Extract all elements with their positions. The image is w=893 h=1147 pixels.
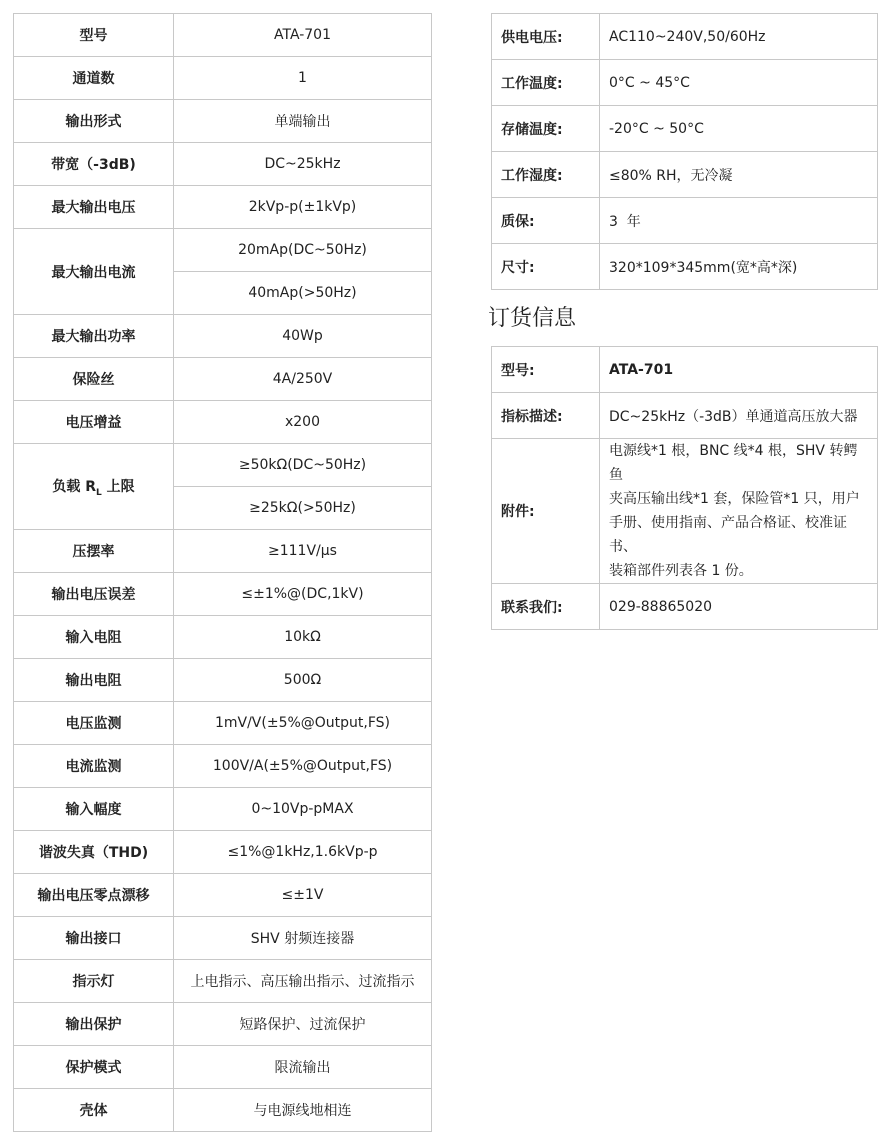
spec-label: 最大输出电压	[14, 186, 174, 229]
spec-label: 输入电阻	[14, 616, 174, 659]
order-info-table	[491, 346, 878, 630]
table-row	[492, 393, 878, 439]
table-row	[14, 14, 432, 57]
table-row	[492, 14, 878, 60]
table-row	[492, 198, 878, 244]
table-row	[14, 745, 432, 788]
table-row	[14, 401, 432, 444]
spec-label: 指示灯	[14, 960, 174, 1003]
order-info-heading: 订货信息	[488, 306, 577, 331]
spec-label: 最大输出功率	[14, 315, 174, 358]
power-env-table	[491, 13, 878, 290]
spec-label: 通道数	[14, 57, 174, 100]
table-row	[14, 917, 432, 960]
spec-value: 40mAp(>50Hz)	[174, 272, 432, 315]
order-label: 联系我们:	[492, 584, 600, 630]
power-value: 320*109*345mm(宽*高*深)	[600, 244, 878, 290]
table-row	[14, 960, 432, 1003]
spec-value: ≥50kΩ(DC~50Hz)	[174, 444, 432, 487]
order-label: 指标描述:	[492, 393, 600, 439]
table-row	[14, 530, 432, 573]
spec-label: 壳体	[14, 1089, 174, 1132]
accessories-line: 装箱部件列表各 1 份。	[609, 563, 753, 579]
spec-label: 电流监测	[14, 745, 174, 788]
order-value-accessories	[600, 439, 878, 584]
spec-label: 输出电阻	[14, 659, 174, 702]
spec-value: ≥111V/μs	[174, 530, 432, 573]
order-value-description: DC~25kHz（-3dB）单通道高压放大器	[600, 393, 878, 439]
spec-label: 最大输出电流	[14, 229, 174, 315]
table-row	[492, 244, 878, 290]
order-info-table-body	[492, 347, 878, 630]
spec-value: 2kVp-p(±1kVp)	[174, 186, 432, 229]
table-row	[14, 100, 432, 143]
table-row	[14, 788, 432, 831]
power-value: AC110~240V,50/60Hz	[600, 14, 878, 60]
order-value-model: ATA-701	[600, 347, 878, 393]
power-value: 3 年	[600, 198, 878, 244]
spec-label: 输出电压零点漂移	[14, 874, 174, 917]
spec-value: 1mV/V(±5%@Output,FS)	[174, 702, 432, 745]
table-row	[14, 186, 432, 229]
spec-label: 输入幅度	[14, 788, 174, 831]
spec-value: 100V/A(±5%@Output,FS)	[174, 745, 432, 788]
spec-value: 单端输出	[174, 100, 432, 143]
spec-label-load	[14, 444, 174, 530]
load-label-text: 负载 R	[52, 478, 97, 495]
power-label: 质保:	[492, 198, 600, 244]
spec-value: 10kΩ	[174, 616, 432, 659]
spec-value: 与电源线地相连	[174, 1089, 432, 1132]
spec-value: ≤±1V	[174, 874, 432, 917]
accessories-line: 夹高压输出线*1 套，保险管*1 只，用户	[609, 491, 860, 507]
spec-label: 输出电压误差	[14, 573, 174, 616]
spec-value: 4A/250V	[174, 358, 432, 401]
power-label: 工作温度:	[492, 60, 600, 106]
order-value-contact: 029-88865020	[600, 584, 878, 630]
table-row	[14, 315, 432, 358]
spec-label: 电压监测	[14, 702, 174, 745]
table-row	[14, 616, 432, 659]
table-row	[492, 584, 878, 630]
spec-label: 保护模式	[14, 1046, 174, 1089]
spec-value: x200	[174, 401, 432, 444]
power-env-table-body	[492, 14, 878, 290]
power-label: 存储温度:	[492, 106, 600, 152]
table-row	[14, 702, 432, 745]
spec-label: 输出形式	[14, 100, 174, 143]
spec-value: ≤1%@1kHz,1.6kVp-p	[174, 831, 432, 874]
spec-label: 谐波失真（THD)	[14, 831, 174, 874]
spec-label: 压摆率	[14, 530, 174, 573]
table-row	[492, 106, 878, 152]
order-label: 附件:	[492, 439, 600, 584]
power-value: 0°C ~ 45°C	[600, 60, 878, 106]
table-row	[14, 1089, 432, 1132]
table-row	[14, 444, 432, 487]
table-row	[14, 573, 432, 616]
accessories-line: 电源线*1 根，BNC 线*4 根，SHV 转鳄鱼	[609, 443, 858, 483]
order-label: 型号:	[492, 347, 600, 393]
spec-label: 电压增益	[14, 401, 174, 444]
spec-value: 0~10Vp-pMAX	[174, 788, 432, 831]
power-value: -20°C ~ 50°C	[600, 106, 878, 152]
spec-label: 输出保护	[14, 1003, 174, 1046]
table-row	[14, 57, 432, 100]
table-row	[492, 60, 878, 106]
spec-value: 1	[174, 57, 432, 100]
power-label: 尺寸:	[492, 244, 600, 290]
table-row	[14, 1046, 432, 1089]
table-row	[492, 152, 878, 198]
spec-value: 限流输出	[174, 1046, 432, 1089]
power-label: 工作湿度:	[492, 152, 600, 198]
load-label-suffix: 上限	[101, 478, 135, 495]
power-value: ≤80% RH，无冷凝	[600, 152, 878, 198]
spec-label: 型号	[14, 14, 174, 57]
table-row	[14, 358, 432, 401]
spec-value: SHV 射频连接器	[174, 917, 432, 960]
spec-value: 上电指示、高压输出指示、过流指示	[174, 960, 432, 1003]
spec-table	[13, 13, 432, 1132]
accessories-line: 手册、使用指南、产品合格证、校准证书、	[609, 515, 847, 555]
spec-value: 40Wp	[174, 315, 432, 358]
power-label: 供电电压:	[492, 14, 600, 60]
spec-value: 20mAp(DC~50Hz)	[174, 229, 432, 272]
table-row	[14, 1003, 432, 1046]
spec-value: ATA-701	[174, 14, 432, 57]
spec-value: DC~25kHz	[174, 143, 432, 186]
spec-table-body	[14, 14, 432, 1132]
table-row	[14, 874, 432, 917]
spec-label: 带宽（-3dB)	[14, 143, 174, 186]
spec-label: 输出接口	[14, 917, 174, 960]
table-row	[492, 347, 878, 393]
table-row	[492, 439, 878, 584]
table-row	[14, 659, 432, 702]
table-row	[14, 831, 432, 874]
spec-value: 500Ω	[174, 659, 432, 702]
spec-value: ≥25kΩ(>50Hz)	[174, 487, 432, 530]
spec-value: 短路保护、过流保护	[174, 1003, 432, 1046]
table-row	[14, 229, 432, 272]
load-label-subscript: L	[96, 487, 102, 498]
spec-value: ≤±1%@(DC,1kV)	[174, 573, 432, 616]
spec-label: 保险丝	[14, 358, 174, 401]
table-row	[14, 143, 432, 186]
